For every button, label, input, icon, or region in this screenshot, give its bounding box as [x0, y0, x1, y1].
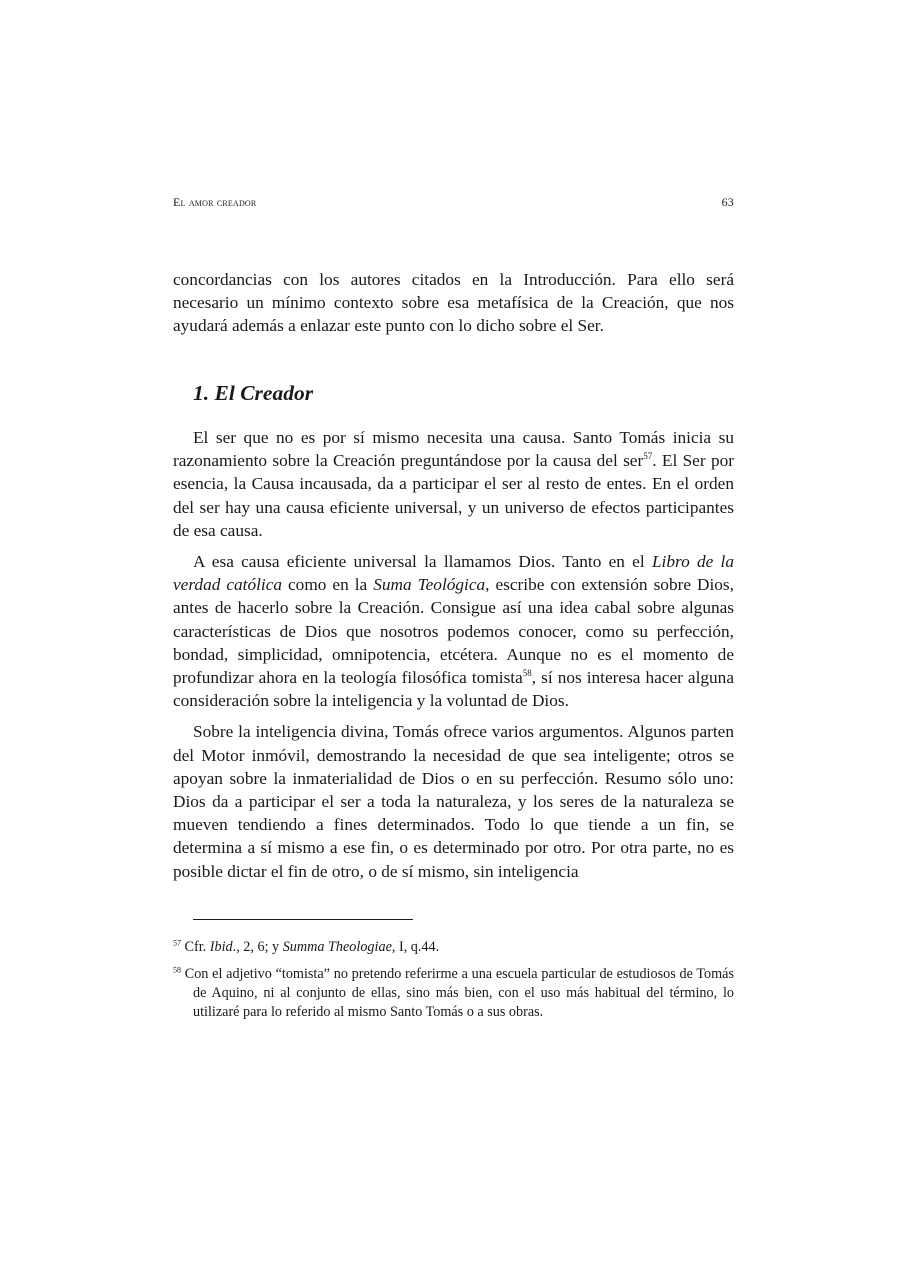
footnote-italic: Summa Theologiae	[282, 939, 392, 955]
footnote-ref-57[interactable]: 57	[643, 451, 653, 462]
paragraph-2-text-c: , escribe con extensión sobre Dios, antes de hacerlo sobre la Creación. Consigue así una idea cabal sobre algunas características de Dios que nosotros podemos conocer, como su perfección, bondad, simplicidad, omnipotencia, etcétera. Aunque no es el momento de profundizar ahora en la teología filosófica tomista	[173, 575, 734, 688]
paragraph-1	[173, 426, 734, 542]
paragraph-3: Sobre la inteligencia divina, Tomás ofrece varios argumentos. Algunos parten del Motor inmóvil, demostrando la necesidad de que sea inteligente; otros se apoyan sobre la inmaterialidad de Dios o en su perfección. Resumo sólo uno: Dios da a participar el ser a toda la naturaleza, y los seres de la naturaleza se mueven tendiendo a fines determinados. Todo lo que tiende a un fin, se determina a sí mismo a ese fin, o es determinado por otro. Por otra parte, no es posible dictar el fin de otro, o de sí mismo, sin inteligencia	[173, 722, 734, 881]
footnote-italic: Ibid	[209, 939, 233, 955]
page-number: 63	[721, 195, 734, 209]
intro-text: concordancias con los autores citados en la Introducción. Para ello será necesario un mínimo contexto sobre esa metafísica de la Creación, que nos ayudará además a enlazar este punto con lo dicho sobre el Ser.	[173, 270, 734, 336]
footnote-57	[173, 938, 734, 957]
intro-paragraph	[173, 268, 734, 338]
footnote-text: Con el adjetivo “tomista” no pretendo referirme a una escuela particular de estudiosos de Tomás de Aquino, ni al conjunto de ellas, sino más bien, con el uso más habitual del término, lo utilizaré para lo referido al mismo Santo Tomás o a sus obras.	[181, 966, 734, 1020]
book-title-libro: Libro de la verdad católica	[173, 552, 734, 595]
footnote-text: ., 2, 6; y	[232, 939, 283, 955]
footnote-divider	[193, 919, 413, 920]
footnote-58	[173, 965, 734, 1022]
paragraph-2-text-d: , sí nos interesa hacer alguna consideración sobre la inteligencia y la voluntad de Dios.	[173, 668, 734, 711]
footnote-number: 57	[173, 938, 181, 948]
paragraph-2-text-a: A esa causa eficiente universal la llamamos Dios. Tanto en el	[193, 552, 652, 572]
paragraph-1-text-a: El ser que no es por sí mismo necesita una causa. Santo Tomás inicia su razonamiento sobre la Creación preguntándose por la causa del ser	[173, 428, 734, 471]
footnote-text: Cfr.	[181, 939, 210, 955]
section-body	[173, 426, 734, 891]
book-title-suma: Suma Teológica	[373, 575, 486, 595]
footnote-ref-58[interactable]: 58	[522, 668, 532, 679]
footnotes	[173, 938, 734, 1030]
section-heading: 1. El Creador	[193, 381, 314, 405]
running-head-title: El amor creador	[173, 195, 257, 209]
running-head	[173, 195, 734, 210]
paragraph-2	[173, 550, 734, 712]
footnote-number: 58	[173, 965, 181, 975]
footnote-text: , I, q.44.	[391, 939, 440, 955]
paragraph-2-text-b: como en la	[282, 575, 374, 595]
paragraph-1-text-b: . El Ser por esencia, la Causa incausada, da a participar el ser al resto de entes. En el orden del ser hay una causa eficiente universal, y un universo de efectos participantes de esa causa.	[173, 451, 734, 540]
